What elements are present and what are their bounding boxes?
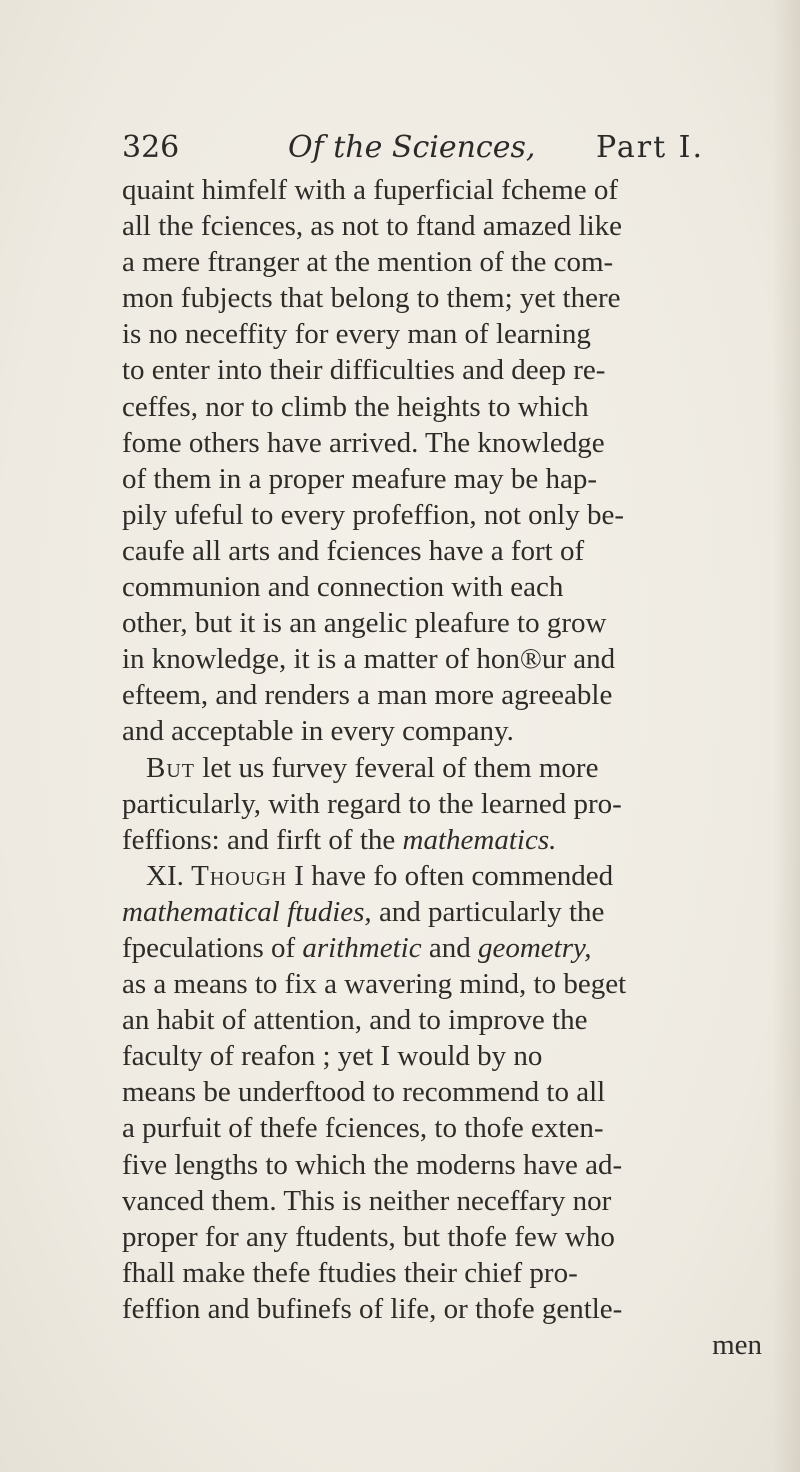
text-line: in knowledge, it is a matter of hon®ur and — [122, 643, 616, 676]
running-head — [122, 130, 772, 176]
text-line: to enter into their difficulties and deep re- — [122, 354, 606, 387]
text-line: efteem, and renders a man more agreeable — [122, 679, 613, 712]
text-line: an habit of attention, and to improve the — [122, 1004, 588, 1037]
text-fragment: and particularly the — [371, 895, 605, 928]
small-caps-lead: But — [146, 751, 196, 784]
text-line: of them in a proper meafure may be hap- — [122, 462, 598, 495]
text-line: faculty of reafon ; yet I would by no — [122, 1040, 543, 1073]
text-line: communion and connection with each — [122, 571, 564, 604]
text-line: all the fciences, as not to ftand amazed like — [122, 210, 623, 243]
text-line: caufe all arts and fciences have a fort of — [122, 534, 585, 567]
text-fragment: let us furvey feveral of them more — [195, 751, 599, 784]
text-line: and acceptable in every company. — [122, 715, 514, 748]
text-line — [122, 930, 772, 966]
text-line: fhall make thefe ftudies their chief pro- — [122, 1256, 578, 1289]
text-line: ceffes, nor to climb the heights to which — [122, 390, 589, 423]
text-line: a mere ftranger at the mention of the com- — [122, 246, 614, 279]
text-line — [122, 822, 772, 858]
italic-term: geometry, — [477, 931, 592, 964]
text-line: feffion and bufinefs of life, or thofe gentle- — [122, 1292, 623, 1325]
paragraph-start — [122, 750, 772, 786]
text-line: proper for any ftudents, but thofe few who — [122, 1220, 615, 1253]
text-line: means be underftood to recommend to all — [122, 1076, 606, 1109]
text-line: pily ufeful to every profeffion, not only be- — [122, 498, 624, 531]
text-fragment: I have fo often commended — [287, 859, 614, 892]
italic-term: mathematical ftudies, — [122, 895, 372, 928]
text-line: vanced them. This is neither neceffary nor — [122, 1184, 612, 1217]
text-line: five lengths to which the moderns have ad- — [122, 1148, 623, 1181]
italic-term: arithmetic — [302, 931, 422, 964]
text-line: a purfuit of thefe fciences, to thofe exten- — [122, 1112, 604, 1145]
text-fragment: and — [421, 931, 478, 964]
part-label: Part I. — [596, 130, 705, 165]
text-line: mon fubjects that belong to them; yet there — [122, 282, 621, 315]
text-line: fome others have arrived. The knowledge — [122, 426, 605, 459]
running-title: Of the Sciences, — [288, 130, 536, 165]
text-line: as a means to fix a wavering mind, to beget — [122, 968, 627, 1001]
small-caps-lead: Though — [191, 859, 288, 892]
page-number: 326 — [122, 130, 180, 165]
text-line: is no neceffity for every man of learning — [122, 318, 591, 351]
text-line: particularly, with regard to the learned pro- — [122, 787, 622, 820]
text-line: other, but it is an angelic pleafure to grow — [122, 607, 607, 640]
text-fragment: fpeculations of — [122, 931, 303, 964]
page-edge — [772, 0, 800, 1472]
text-line — [122, 894, 772, 930]
text-line: quaint himfelf with a fuperficial fcheme of — [122, 174, 619, 206]
section-number: XI. — [146, 859, 192, 892]
section-start — [122, 858, 772, 894]
body-text — [122, 172, 772, 1363]
catchword: men — [712, 1329, 762, 1361]
text-fragment: feffions: and firft of the — [122, 823, 403, 856]
italic-term: mathematics. — [402, 823, 557, 856]
